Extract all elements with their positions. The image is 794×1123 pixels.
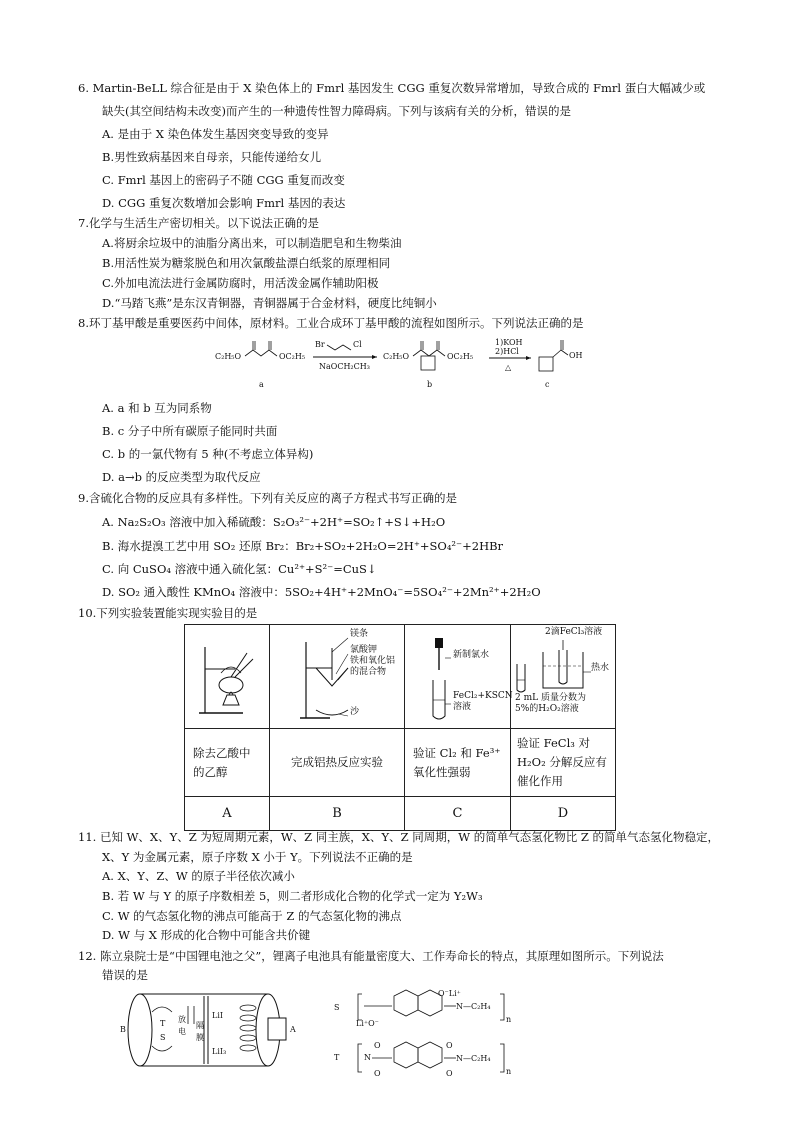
struct-t-o3: O bbox=[446, 1041, 453, 1050]
q9-option-d: D. SO₂ 通入酸性 KMnO₄ 溶液中：5SO₂+4H⁺+2MnO₄⁻=5SO₄²⁻+2Mn²⁺+2H₂O bbox=[102, 585, 541, 599]
q10-stem: 10.下列实验装置能实现实验目的是 bbox=[78, 606, 258, 620]
struct-t-n: n bbox=[506, 1067, 512, 1076]
purpose-d: 验证 FeCl₃ 对 H₂O₂ 分解反应有 催化作用 bbox=[511, 729, 616, 797]
battery-t-label: T bbox=[160, 1019, 166, 1028]
struct-t-n1: N bbox=[364, 1053, 371, 1062]
struct-s-label: S bbox=[334, 1003, 340, 1012]
struct-s-oli-bottom: Li⁺O⁻ bbox=[356, 1019, 379, 1028]
h2o2-volume-label: 2 mL 质量分数为 bbox=[515, 693, 586, 703]
struct-t-o1: O bbox=[374, 1041, 381, 1050]
q6-option-d: D. CGG 重复次数增加会影响 Fmrl 基因的表达 bbox=[102, 196, 346, 210]
q8-stem: 8.环丁基甲酸是重要医药中间体，原材料。工业合成环丁基甲酸的流程如图所示。下列说法正确的是 bbox=[78, 316, 584, 330]
struct-t-label: T bbox=[334, 1053, 340, 1062]
apparatus-b bbox=[270, 625, 405, 729]
struct-t-chain: N—C₂H₄ bbox=[456, 1054, 491, 1063]
label-b: b bbox=[427, 380, 433, 389]
reagent2-heat: △ bbox=[505, 363, 512, 372]
mixture-label: 的混合物 bbox=[350, 667, 387, 677]
q11-option-b: B. 若 W 与 Y 的原子序数相差 5，则二者形成化合物的化学式一定为 Y₂W₃ bbox=[102, 889, 483, 903]
struct-t-o2: O bbox=[374, 1069, 381, 1078]
q8-option-a: A. a 和 b 互为同系物 bbox=[102, 401, 212, 415]
a-left-group: C₂H₅O bbox=[215, 352, 242, 361]
option-label-b: B bbox=[270, 797, 405, 831]
q7-option-d: D.“马踏飞燕”是东汉青铜器，青铜器属于合金材料，硬度比纯铜小 bbox=[102, 296, 437, 310]
option-label-d: D bbox=[511, 797, 616, 831]
q11-option-d: D. W 与 X 形成的化合物中可能含共价键 bbox=[102, 928, 311, 942]
reagent2-koh: 1)KOH bbox=[495, 338, 523, 347]
reagent2-hcl: 2)HCl bbox=[495, 347, 519, 356]
kclo3-label: 氯酸钾 bbox=[350, 645, 378, 655]
hot-water-label: 热水 bbox=[591, 663, 610, 673]
fe-al2o3-label: 铁和氧化铝 bbox=[350, 656, 396, 666]
option-label-c: C bbox=[405, 797, 511, 831]
synthesis-scheme bbox=[215, 337, 585, 393]
separator-label-1: 隔 bbox=[196, 1021, 204, 1030]
q7-option-a: A.将厨余垃圾中的油脂分离出来，可以制造肥皂和生物柴油 bbox=[102, 236, 402, 250]
electrode-b-label: B bbox=[120, 1025, 126, 1034]
struct-s-chain: N—C₂H₄ bbox=[456, 1002, 491, 1011]
struct-t-o4: O bbox=[446, 1069, 453, 1078]
purpose-a: 除去乙酸中 的乙醇 bbox=[185, 729, 270, 797]
discharge-label-2: 电 bbox=[178, 1027, 186, 1036]
q11-option-c: C. W 的气态氢化物的沸点可能高于 Z 的气态氢化物的沸点 bbox=[102, 909, 402, 923]
q12-stem-line2: 错误的是 bbox=[102, 968, 148, 982]
b-right-group: OC₂H₅ bbox=[447, 352, 474, 361]
q6-option-c: C. Fmrl 基因上的密码子不随 CGG 重复而改变 bbox=[102, 173, 345, 187]
h2o2-percent-label: 5%的H₂O₂溶液 bbox=[515, 704, 579, 714]
struct-s-oli-top: O⁻Li⁺ bbox=[438, 989, 461, 998]
q7-option-b: B.用活性炭为糖浆脱色和用次氯酸盐漂白纸浆的原理相同 bbox=[102, 256, 391, 270]
polymer-structures bbox=[334, 986, 534, 1086]
q11-option-a: A. X、Y、Z、W 的原子半径依次减小 bbox=[102, 869, 295, 883]
purpose-b: 完成铝热反应实验 bbox=[270, 729, 405, 797]
q12-stem-line1: 12. 陈立泉院士是“中国锂电池之父”，锂离子电池具有能量密度大、工作寿命长的特点，其原理如图所示。下列说法 bbox=[78, 949, 664, 963]
label-a: a bbox=[259, 380, 264, 389]
q9-option-a: A. Na₂S₂O₃ 溶液中加入稀硫酸：S₂O₃²⁻+2H⁺=SO₂↑+S↓+H₂O bbox=[102, 515, 446, 529]
sand-label: 沙 bbox=[350, 707, 360, 717]
mg-strip-label: 镁条 bbox=[350, 629, 369, 639]
apparatus-c bbox=[405, 625, 511, 729]
label-c: c bbox=[545, 380, 550, 389]
q6-option-a: A. 是由于 X 染色体发生基因突变导致的变异 bbox=[102, 127, 329, 141]
fecl2-kscn-label: FeCl₂+KSCN bbox=[453, 691, 513, 701]
q11-stem-line1: 11. 已知 W、X、Y、Z 为短周期元素，W、Z 同主族，X、Y、Z 同周期，W 的简单气态氢化物比 Z 的简单气态氢化物稳定， bbox=[78, 830, 720, 844]
struct-s-n: n bbox=[506, 1015, 512, 1024]
q6-stem-line1: 6. Martin-BeLL 综合征是由于 X 染色体上的 Fmrl 基因发生 CGG 重复次数异常增加，导致合成的 Fmrl 蛋白大幅减少或 bbox=[78, 81, 706, 95]
separator-label-2: 膜 bbox=[196, 1033, 204, 1042]
lii-label: LiI bbox=[212, 1011, 224, 1020]
c-oh: OH bbox=[569, 351, 583, 360]
lii3-label: LiI₃ bbox=[212, 1047, 227, 1056]
apparatus-a bbox=[185, 625, 270, 729]
reagent1-base: NaOCH₂CH₃ bbox=[319, 362, 370, 371]
chlorine-water-label: 新制氯水 bbox=[453, 650, 490, 660]
solution-label: 溶液 bbox=[453, 702, 472, 712]
electrode-a-label: A bbox=[290, 1025, 296, 1034]
reagent1-cl: Cl bbox=[353, 340, 362, 349]
q8-option-d: D. a→b 的反应类型为取代反应 bbox=[102, 470, 261, 484]
option-label-a: A bbox=[185, 797, 270, 831]
q11-stem-line2: X、Y 为金属元素，原子序数 X 小于 Y。下列说法不正确的是 bbox=[102, 850, 413, 864]
purpose-c: 验证 Cl₂ 和 Fe³⁺ 氧化性强弱 bbox=[405, 729, 511, 797]
experiment-table bbox=[184, 624, 616, 831]
q6-option-b: B.男性致病基因来自母亲，只能传递给女儿 bbox=[102, 150, 322, 164]
q8-option-c: C. b 的一氯代物有 5 种(不考虑立体异构) bbox=[102, 447, 314, 461]
q7-option-c: C.外加电流法进行金属防腐时，用活泼金属作辅助阳极 bbox=[102, 276, 379, 290]
q8-option-b: B. c 分子中所有碳原子能同时共面 bbox=[102, 424, 278, 438]
q9-option-b: B. 海水提溴工艺中用 SO₂ 还原 Br₂：Br₂+SO₂+2H₂O=2H⁺+SO₄²⁻+2HBr bbox=[102, 539, 504, 553]
distillation-stand-figure bbox=[185, 625, 269, 722]
battery-s-label: S bbox=[160, 1033, 166, 1042]
reagent1-br: Br bbox=[315, 340, 325, 349]
a-right-group: OC₂H₅ bbox=[279, 352, 306, 361]
q9-option-c: C. 向 CuSO₄ 溶液中通入硫化氢：Cu²⁺+S²⁻=CuS↓ bbox=[102, 562, 377, 576]
q9-stem: 9.含硫化合物的反应具有多样性。下列有关反应的离子方程式书写正确的是 bbox=[78, 491, 457, 505]
fecl3-drop-label: 2滴FeCl₃溶液 bbox=[545, 627, 603, 637]
q7-stem: 7.化学与生活生产密切相关。以下说法正确的是 bbox=[78, 216, 319, 230]
apparatus-d bbox=[511, 625, 616, 729]
discharge-label-1: 放 bbox=[178, 1015, 186, 1024]
q6-stem-line2: 缺失(其空间结构未改变)而产生的一种遗传性智力障碍病。下列与该病有关的分析，错误的是 bbox=[102, 104, 571, 118]
b-left-group: C₂H₅O bbox=[383, 352, 410, 361]
battery-diagram bbox=[118, 988, 304, 1076]
